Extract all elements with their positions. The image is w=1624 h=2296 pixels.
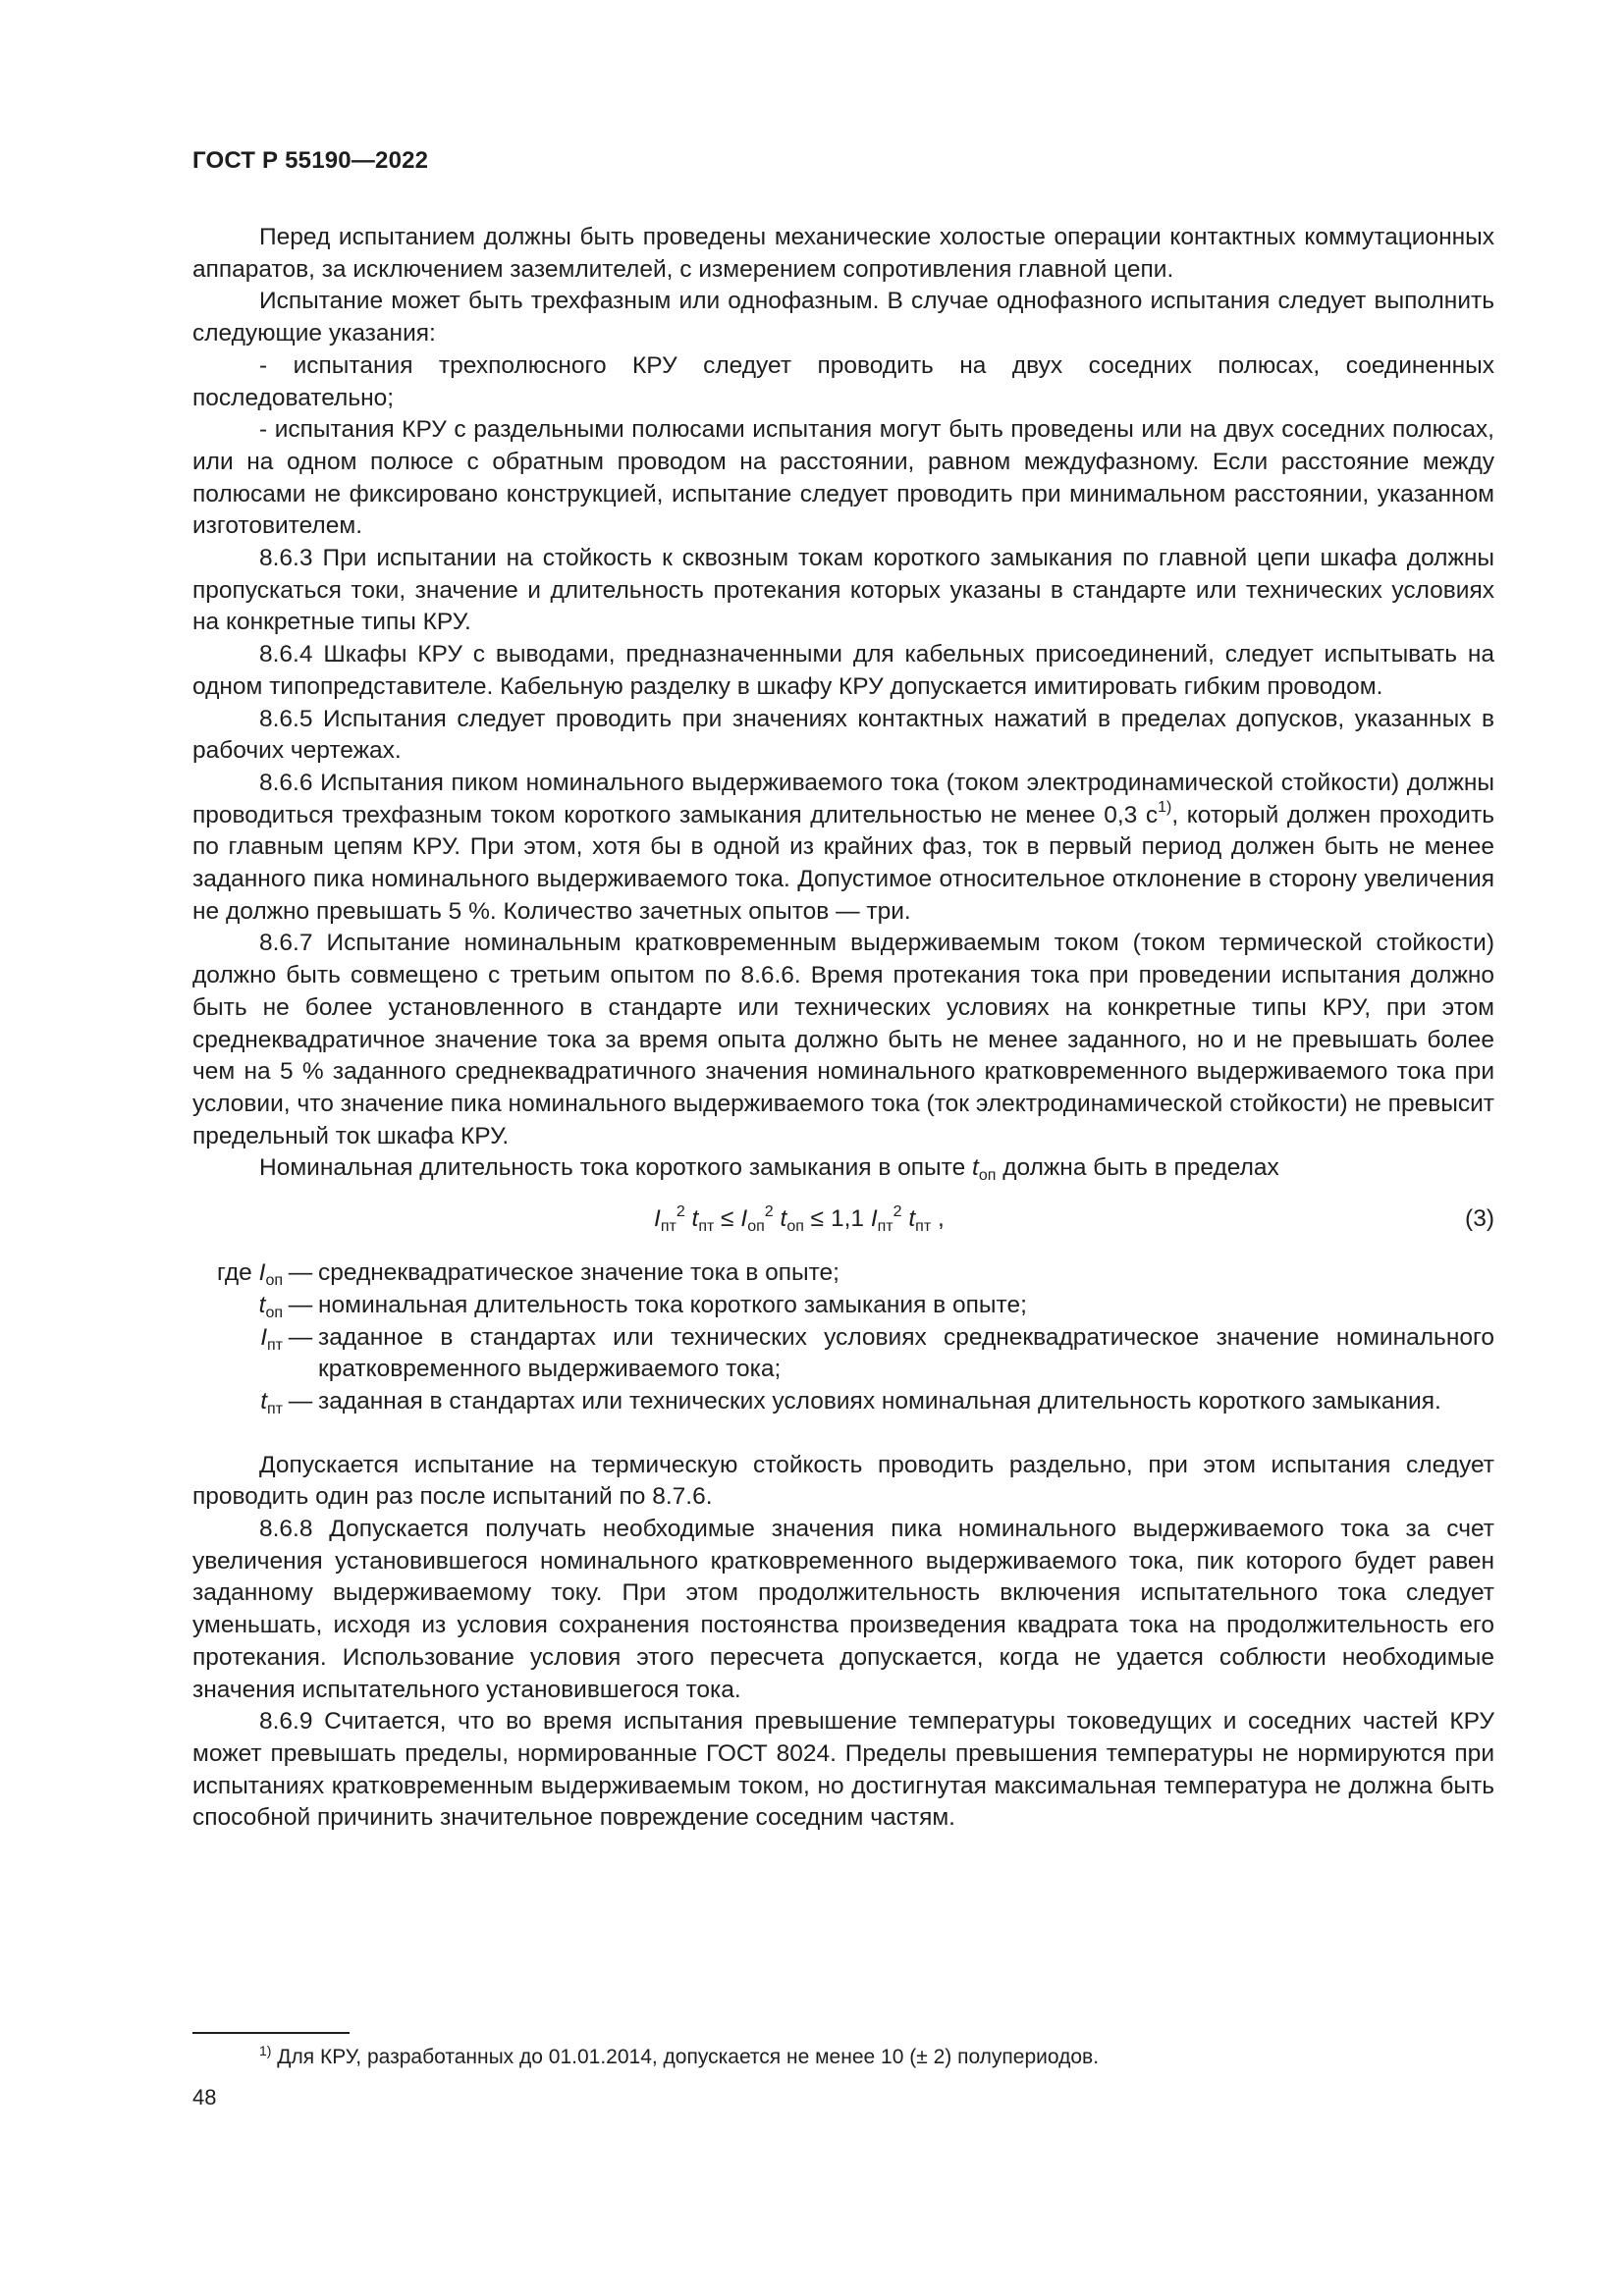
footnote: [259, 2044, 1099, 2071]
variable-t: t: [972, 1154, 979, 1182]
footnote-text: Для КРУ, разработанных до 01.01.2014, допускается не менее 10 (± 2) полупериодов.: [271, 2046, 1100, 2068]
paragraph-text: должна быть в пределах: [996, 1154, 1279, 1182]
definition-item: [192, 1386, 1494, 1418]
definition-item: [192, 1322, 1494, 1386]
list-item: - испытания трехполюсного КРУ следует проводить на двух соседних полюсах, соединенных последовательно;: [192, 351, 1494, 411]
clause-8-6-5: 8.6.5 Испытания следует проводить при значениях контактных нажатий в пределах допусков, указанных в рабочих чертежах.: [192, 705, 1494, 765]
definition-item: [192, 1290, 1494, 1322]
definitions-list: [192, 1257, 1494, 1418]
variable-subscript: оп: [978, 1167, 997, 1185]
definition-dash: —: [288, 1323, 313, 1351]
definition-dash: —: [288, 1291, 313, 1318]
footnote-divider: [192, 2032, 350, 2034]
page-number: 48: [192, 2085, 217, 2109]
clause-8-6-3: 8.6.3 При испытании на стойкость к сквозным токам короткого замыкания по главной цепи шкафа должны пропускаться токи, значение и длительность протекания которых указаны в стандарте или технических условиях на конкретные типы КРУ.: [192, 545, 1494, 636]
clause-8-6-7: 8.6.7 Испытание номинальным кратковременным выдерживаемым током (током термической стойкости) должно быть совмещено с третьим опытом по 8.6.6. Время протекания тока при проведении испытания должно быть не более установленного в стандарте или технических условиях на конкретные типы КРУ, при этом среднеквадратичное значение тока за время опыта должно быть не менее заданного, но и не превышать более чем на 5 % заданного среднеквадратичного значения номинального кратковременного выдерживаемого тока при условии, что значение пика номинального выдерживаемого тока (ток электродинамической стойкости) не превысит предельный ток шкафа КРУ.: [192, 930, 1494, 1149]
list-item: - испытания КРУ с раздельными полюсами испытания могут быть проведены или на двух соседних полюсах, или на одном полюсе с обратным проводом на расстоянии, равном междуфазному. Если расстояние между полюсами не фиксировано конструкцией, испытание следует проводить при минимальном расстоянии, указанном изготовителем.: [192, 416, 1494, 540]
clause-8-6-4: 8.6.4 Шкафы КРУ с выводами, предназначенными для кабельных присоединений, следует испытывать на одном типопредставителе. Кабельную разделку в шкафу КРУ допускается имитировать гибким проводом.: [192, 641, 1494, 700]
footnote-mark: 1): [259, 2043, 272, 2058]
clause-text: 8.6.6 Испытания пиком номинального выдерживаемого тока (током электродинамической стойкости) должны проводиться трехфазным током короткого замыкания длительностью не менее 0,3 с: [192, 769, 1494, 828]
clause-8-6-9: 8.6.9 Считается, что во время испытания превышение температуры токоведущих и соседних частей КРУ может превышать пределы, нормированные ГОСТ 8024. Пределы превышения температуры не нормируются при испытаниях кратковременным выдерживаемым током, но достигнутая максимальная температура не должна быть способной причинить значительное повреждение соседним частям.: [192, 1708, 1494, 1832]
clause-text: , который должен проходить по главным цепям КРУ. При этом, хотя бы в одной из крайних фаз, ток в первый период должен быть не менее заданного пика номинального выдерживаемого тока. Допустимое относительное отклонение в сторону увеличения не должно превышать 5 %. Количество зачетных опытов — три.: [192, 801, 1494, 925]
formula-expression: $I_{пт}^2$ $t_{пт} \le I_{оп}^2$ $t_{оп} \le 1,1$ $I_{пт}^2$ $t_{пт}$ ,: [654, 1203, 945, 1236]
definition-text: среднеквадратическое значение тока в опыте;: [318, 1259, 839, 1287]
footnote-reference[interactable]: 1): [1158, 798, 1172, 816]
clause-8-6-8: 8.6.8 Допускается получать необходимые значения пика номинального выдерживаемого тока за счет увеличения установившегося номинального кратковременного выдерживаемого тока, пик которого будет равен заданному выдерживаемому току. При этом продолжительность включения испытательного тока следует уменьшать, исходя из условия сохранения постоянства произведения квадрата тока на продолжительность его протекания. Использование условия этого пересчета допускается, когда не удается соблюсти необходимые значения испытательного установившегося тока.: [192, 1516, 1494, 1703]
definition-text: номинальная длительность тока короткого замыкания в опыте;: [318, 1291, 1027, 1318]
paragraph: Допускается испытание на термическую стойкость проводить раздельно, при этом испытания следует проводить один раз после испытаний по 8.7.6.: [192, 1451, 1494, 1511]
definition-symbol: где $I_{оп}$: [217, 1259, 283, 1290]
paragraph: Перед испытанием должны быть проведены механические холостые операции контактных коммутационных аппаратов, за исключением заземлителей, с измерением сопротивления главной цепи.: [192, 224, 1494, 283]
document-header: ГОСТ Р 55190—2022: [192, 147, 429, 174]
clause-8-6-6: [192, 768, 1494, 929]
definition-symbol: $I_{пт}$: [260, 1323, 283, 1354]
definition-item: [192, 1257, 1494, 1290]
formula-number: (3): [1465, 1205, 1494, 1233]
definition-symbol: $t_{пт}$: [260, 1387, 283, 1417]
formula-3: [192, 1185, 1494, 1254]
definition-dash: —: [288, 1259, 313, 1287]
definition-dash: —: [288, 1387, 313, 1415]
paragraph: [192, 1152, 1494, 1185]
body-text: [192, 222, 1494, 1835]
definition-text: заданная в стандартах или технических условиях номинальная длительность короткого замыкания.: [318, 1387, 1441, 1415]
definition-symbol: $t_{оп}$: [258, 1291, 283, 1321]
paragraph: Испытание может быть трехфазным или однофазным. В случае однофазного испытания следует выполнить следующие указания:: [192, 288, 1494, 347]
paragraph-text: Номинальная длительность тока короткого замыкания в опыте: [259, 1154, 973, 1182]
definition-text: заданное в стандартах или технических условиях среднеквадратическое значение номинального кратковременного выдерживаемого тока;: [318, 1323, 1494, 1383]
